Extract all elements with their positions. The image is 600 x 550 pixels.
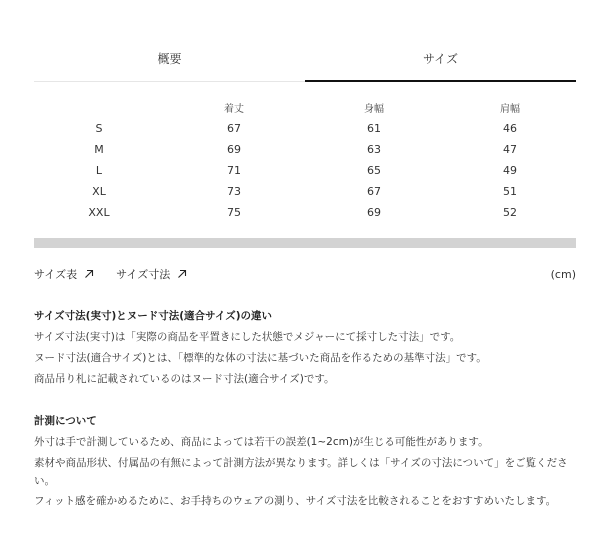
table-row	[34, 160, 576, 181]
width-value: 63	[367, 143, 381, 156]
table-row	[34, 202, 576, 223]
external-arrow-icon	[177, 269, 187, 279]
width-value: 69	[367, 206, 381, 219]
length-value: 75	[227, 206, 241, 219]
size-header-blank	[34, 96, 164, 118]
width-value: 61	[367, 122, 381, 135]
size-label: XXL	[88, 206, 110, 219]
unit-label: (cm)	[550, 267, 576, 281]
width-value: 67	[367, 185, 381, 198]
external-arrow-icon	[84, 269, 94, 279]
table-row	[34, 118, 576, 139]
size-links	[34, 266, 576, 282]
size-notes	[34, 306, 580, 512]
size-label: L	[95, 164, 103, 177]
size-table	[34, 96, 576, 223]
size-measure-link[interactable]	[116, 266, 187, 282]
shoulder-value: 47	[503, 143, 517, 156]
horizontal-scrollbar[interactable]	[34, 238, 576, 248]
tab-bar	[34, 40, 576, 82]
header-length: 着丈	[224, 103, 244, 115]
size-chart-link[interactable]	[34, 266, 94, 282]
shoulder-value: 49	[503, 164, 517, 177]
tab-overview[interactable]: 概要	[157, 52, 182, 66]
size-chart-link-label: サイズ表	[34, 268, 78, 281]
note-text: ヌード寸法(適合サイズ)とは、「標準的な体の寸法に基づいた商品を作るための基準寸法」です。	[34, 352, 487, 364]
size-measure-link-label: サイズ寸法	[116, 268, 171, 281]
measurement-heading: 計測について	[34, 415, 97, 427]
tab-size[interactable]: サイズ	[305, 40, 576, 82]
width-value: 65	[367, 164, 381, 177]
note-text: 素材や商品形状、付属品の有無によって計測方法が異なります。詳しくは「サイズの寸法について」をご覧ください。	[34, 457, 568, 487]
note-text: フィット感を確かめるために、お手持ちのウェアの測り、サイズ寸法を比較されることをおすすめいたします。	[34, 495, 557, 507]
shoulder-value: 51	[503, 185, 517, 198]
note-text: 外寸は手で計測しているため、商品によっては若干の誤差(1~2cm)が生じる可能性があります。	[34, 436, 489, 448]
length-value: 69	[227, 143, 241, 156]
length-value: 67	[227, 122, 241, 135]
table-row	[34, 181, 576, 202]
header-width: 身幅	[364, 103, 384, 115]
shoulder-value: 52	[503, 206, 517, 219]
size-difference-heading: サイズ寸法(実寸)とヌード寸法(適合サイズ)の違い	[34, 310, 273, 322]
size-label: S	[95, 122, 103, 135]
shoulder-value: 46	[503, 122, 517, 135]
length-value: 71	[227, 164, 241, 177]
spacer	[34, 390, 580, 411]
note-text: 商品吊り札に記載されているのはヌード寸法(適合サイズ)です。	[34, 373, 335, 385]
size-label: M	[94, 143, 104, 156]
size-table-header	[34, 96, 576, 118]
header-shoulder: 肩幅	[500, 103, 520, 115]
scrollbar-thumb[interactable]	[34, 238, 576, 248]
size-label: XL	[92, 185, 106, 198]
table-row	[34, 139, 576, 160]
note-text: サイズ寸法(実寸)は「実際の商品を平置きにした状態でメジャーにて採寸した寸法」です。	[34, 331, 461, 343]
length-value: 73	[227, 185, 241, 198]
